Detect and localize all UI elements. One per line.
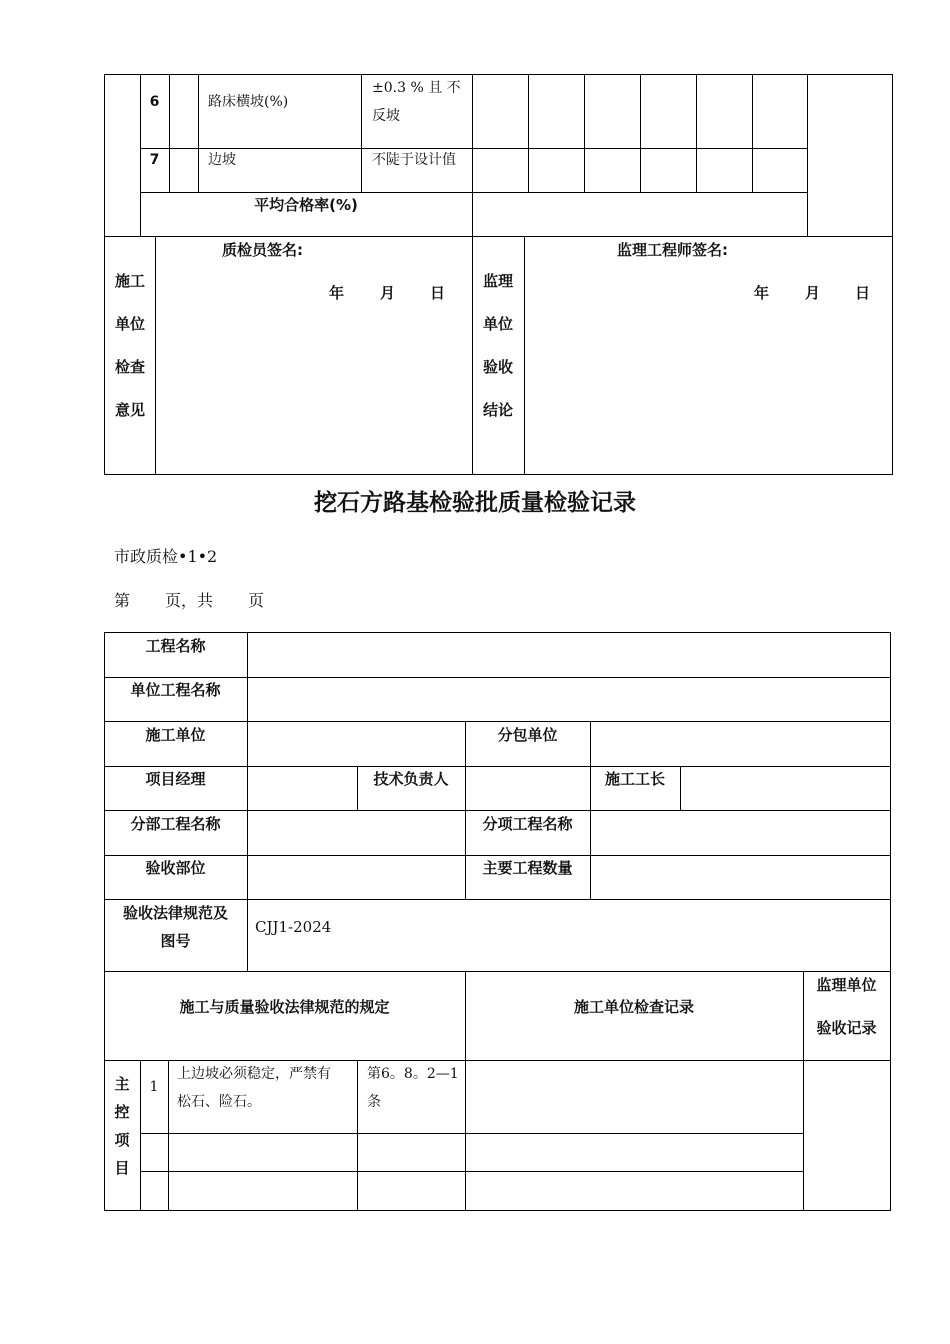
project-name-label: 工程名称	[145, 637, 206, 655]
project-manager-field[interactable]	[248, 767, 357, 810]
row-6-number: 6	[149, 94, 160, 110]
construction-unit-field[interactable]	[248, 722, 465, 766]
main-control-label-3: 项	[114, 1131, 130, 1149]
engineer-signature-label: 监理工程师签名:	[617, 241, 728, 259]
row-7-standard: 不陡于设计值	[372, 152, 456, 168]
item-1-number: 1	[149, 1079, 159, 1095]
construction-opinion-label-3: 检查	[114, 358, 145, 376]
spec-label-line2: 图号	[160, 932, 191, 950]
item-1-clause-line2: 条	[367, 1094, 381, 1110]
inspector-date-year: 年	[329, 284, 345, 302]
item-1-text-line1: 上边坡必须稳定，严禁有	[177, 1066, 331, 1082]
row-7-item: 边坡	[208, 152, 236, 168]
construction-opinion-label-2: 单位	[114, 315, 145, 333]
main-control-label-4: 目	[114, 1159, 130, 1177]
row-7-number: 7	[149, 152, 160, 168]
subcontract-unit-label: 分包单位	[497, 726, 558, 744]
subitem-name-field[interactable]	[591, 811, 890, 855]
column-check-header: 施工单位检查记录	[573, 998, 694, 1016]
construction-opinion-label-1: 施工	[114, 272, 145, 290]
engineer-date-year: 年	[754, 284, 770, 302]
item-1-clause-line1: 第6。8。2—1	[367, 1066, 459, 1082]
page-label-end: 页	[248, 591, 265, 610]
foreman-label: 施工工长	[604, 770, 665, 788]
column-supervision-header-line2: 验收记录	[816, 1019, 877, 1037]
division-name-label: 分部工程名称	[130, 815, 221, 833]
spec-label-line1: 验收法律规范及	[122, 904, 228, 922]
row-6-standard-line1: ±0.3 % 且 不	[372, 80, 461, 96]
row-6-item: 路床横坡(%)	[208, 94, 289, 110]
row-6-standard-line2: 反坡	[372, 108, 400, 124]
main-control-label-1: 主	[114, 1075, 130, 1093]
subitem-name-label: 分项工程名称	[482, 815, 573, 833]
unit-project-name-field[interactable]	[248, 678, 890, 721]
supervision-record-field[interactable]	[804, 1061, 890, 1210]
item-1-text-line2: 松石、险石。	[177, 1094, 261, 1110]
column-supervision-header-line1: 监理单位	[816, 976, 877, 994]
supervision-conclusion-label-2: 单位	[482, 315, 513, 333]
document-title: 挖石方路基检验批质量检验记录	[314, 490, 636, 516]
supervision-conclusion-label-3: 验收	[482, 358, 513, 376]
tech-lead-label: 技术负责人	[373, 770, 449, 788]
inspector-date-month: 月	[380, 284, 396, 302]
division-name-field[interactable]	[248, 811, 465, 855]
acceptance-part-field[interactable]	[248, 856, 465, 899]
engineer-date-month: 月	[805, 284, 821, 302]
foreman-field[interactable]	[681, 767, 890, 810]
main-control-label-2: 控	[114, 1103, 130, 1121]
main-quantity-label: 主要工程数量	[482, 859, 573, 877]
construction-opinion-label-4: 意见	[114, 401, 145, 419]
supervision-conclusion-label-1: 监理	[482, 272, 513, 290]
project-name-field[interactable]	[248, 633, 890, 677]
page-label-prefix: 第	[114, 591, 131, 610]
unit-project-name-label: 单位工程名称	[130, 681, 221, 699]
average-pass-rate-label: 平均合格率(%)	[254, 196, 358, 214]
inspector-signature-label: 质检员签名:	[222, 241, 303, 259]
acceptance-part-label: 验收部位	[145, 859, 206, 877]
spec-value[interactable]: CJJ1-2024	[255, 918, 332, 936]
project-manager-label: 项目经理	[145, 770, 206, 788]
column-spec-header: 施工与质量验收法律规范的规定	[179, 998, 390, 1016]
construction-unit-label: 施工单位	[145, 726, 206, 744]
form-code: 市政质检•1•2	[114, 547, 218, 566]
main-quantity-field[interactable]	[591, 856, 890, 899]
supervision-conclusion-label-4: 结论	[482, 401, 513, 419]
item-1-check-record[interactable]	[466, 1061, 803, 1133]
tech-lead-field[interactable]	[466, 767, 590, 810]
subcontract-unit-field[interactable]	[591, 722, 890, 766]
inspector-date-day: 日	[430, 284, 446, 302]
page-label-mid: 页，共	[165, 591, 214, 610]
engineer-date-day: 日	[855, 284, 871, 302]
